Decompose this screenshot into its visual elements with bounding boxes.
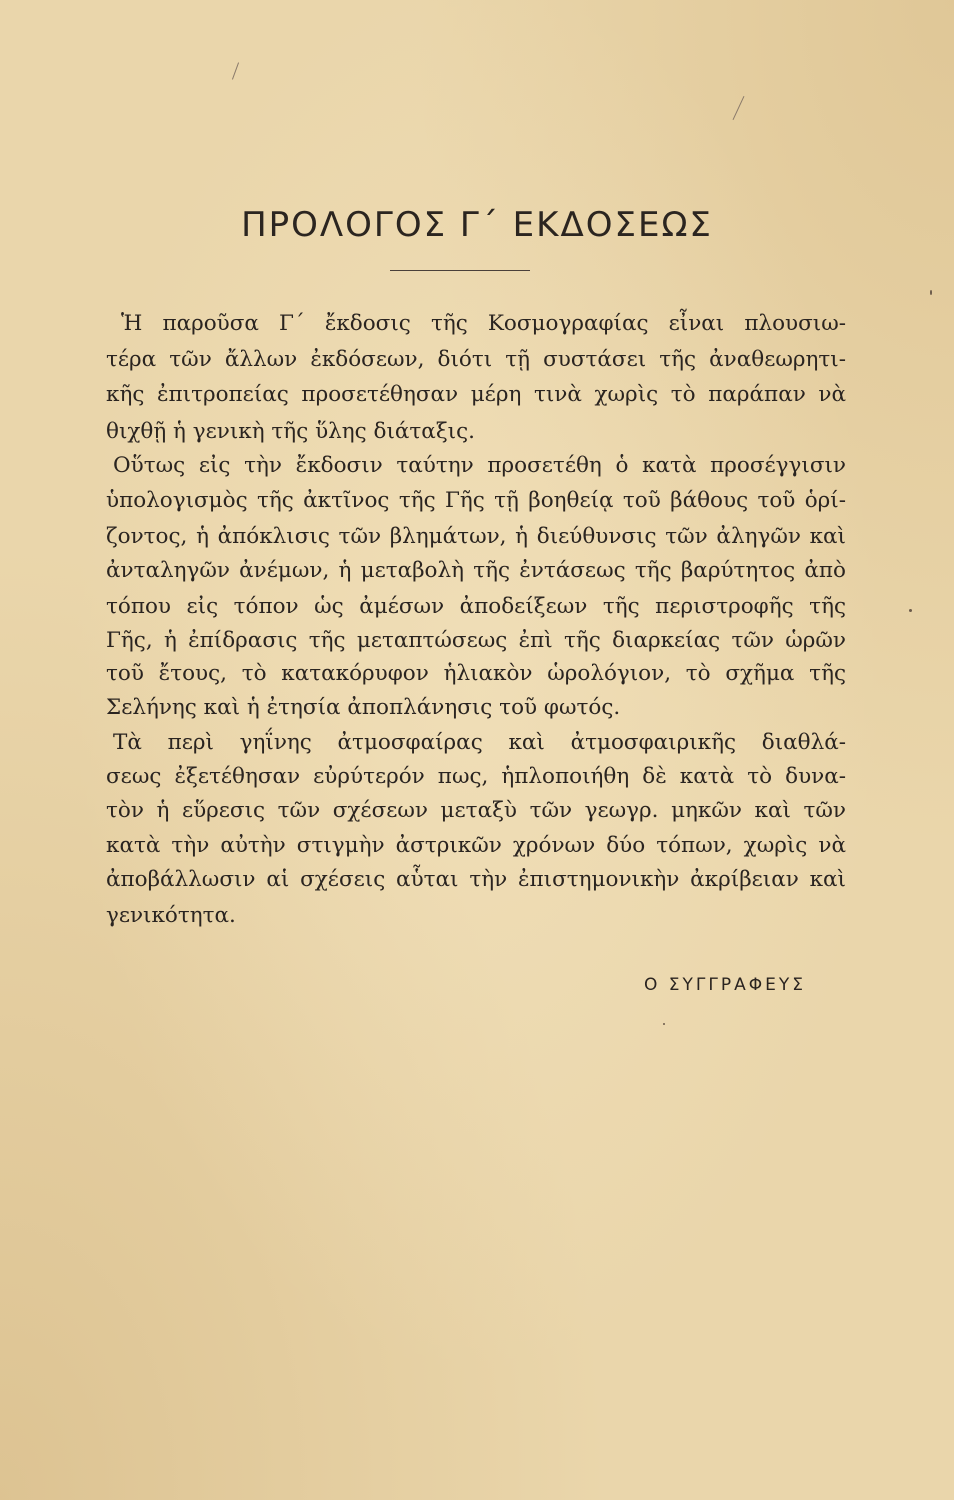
paper-mark xyxy=(733,96,745,120)
text-line: ἀποβάλλωσιν αἱ σχέσεις αὗται τὴν ἐπιστημονικὴν ἀκρίβειαν καὶ xyxy=(106,867,846,892)
text-line: κατὰ τὴν αὐτὴν στιγμὴν ἀστρικῶν χρόνων δύο τόπων, χωρὶς νὰ xyxy=(106,833,846,858)
text-line: Ἡ παροῦσα Γ΄ ἔκδοσις τῆς Κοσμογραφίας εἶναι πλουσιω- xyxy=(121,311,846,336)
title-rule xyxy=(390,270,530,271)
text-line: Τὰ περὶ γηΐνης ἀτμοσφαίρας καὶ ἀτμοσφαιρικῆς διαθλά- xyxy=(113,730,846,755)
text-line: τὸν ἡ εὕρεσις τῶν σχέσεων μεταξὺ τῶν γεωγρ. μηκῶν καὶ τῶν xyxy=(106,798,846,823)
text-line: σεως ἐξετέθησαν εὐρύτερόν πως, ἡπλοποιήθη δὲ κατὰ τὸ δυνα- xyxy=(106,764,846,789)
text-line: τέρα τῶν ἄλλων ἐκδόσεων, διότι τῇ συστάσει τῆς ἀναθεωρητι- xyxy=(106,347,846,372)
text-line: γενικότητα. xyxy=(106,903,236,928)
text-line: ἀνταληγῶν ἀνέμων, ἡ μεταβολὴ τῆς ἐντάσεως τῆς βαρύτητος ἀπὸ xyxy=(106,558,846,583)
page-title: ΠΡΟΛΟΓΟΣ Γ΄ ΕΚΔΟΣΕΩΣ xyxy=(241,205,713,245)
paper-speck xyxy=(930,290,932,295)
paper-speck xyxy=(663,1023,665,1025)
text-line: θιχθῇ ἡ γενικὴ τῆς ὕλης διάταξις. xyxy=(106,419,475,444)
paper-mark xyxy=(232,62,239,79)
author-signature: Ο ΣΥΓΓΡΑΦΕΥΣ xyxy=(644,975,806,995)
paper-speck xyxy=(909,609,912,612)
text-line: τοῦ ἔτους, τὸ κατακόρυφον ἡλιακὸν ὡρολόγιον, τὸ σχῆμα τῆς xyxy=(106,661,846,686)
text-line: ὑπολογισμὸς τῆς ἀκτῖνος τῆς Γῆς τῇ βοηθείᾳ τοῦ βάθους τοῦ ὁρί- xyxy=(106,488,846,513)
text-line: τόπου εἰς τόπον ὡς ἀμέσων ἀποδείξεων τῆς περιστροφῆς τῆς xyxy=(106,594,846,619)
text-line: Οὕτως εἰς τὴν ἔκδοσιν ταύτην προσετέθη ὁ κατὰ προσέγγισιν xyxy=(113,453,846,478)
text-line: ζοντος, ἡ ἀπόκλισις τῶν βλημάτων, ἡ διεύθυνσις τῶν ἀληγῶν καὶ xyxy=(106,524,846,549)
text-line: κῆς ἐπιτροπείας προσετέθησαν μέρη τινὰ χωρὶς τὸ παράπαν νὰ xyxy=(106,382,846,407)
text-line: Σελήνης καὶ ἡ ἐτησία ἀποπλάνησις τοῦ φωτός. xyxy=(106,695,621,720)
text-line: Γῆς, ἡ ἐπίδρασις τῆς μεταπτώσεως ἐπὶ τῆς διαρκείας τῶν ὡρῶν xyxy=(106,628,846,653)
